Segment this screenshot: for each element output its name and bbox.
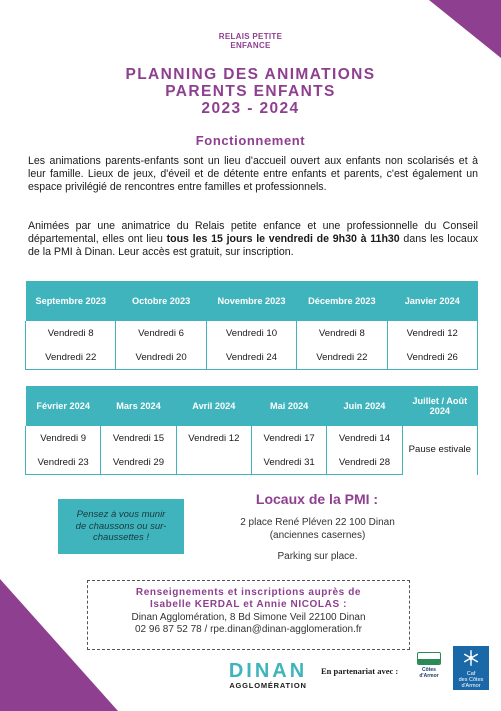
month-header: Avril 2024 <box>176 386 251 426</box>
schedule-text-before: Animées par une animatrice du Relais petite enfance et une professionnelle du Conseil départemental, elles ont lieu <box>28 220 478 246</box>
month-header: Juin 2024 <box>327 386 402 426</box>
dinan-agglomeration-logo <box>213 661 323 690</box>
cda-line-1: Côtes <box>422 667 436 673</box>
date-cell: Vendredi 22 <box>26 345 116 370</box>
date-cell: Vendredi 10 <box>206 321 296 345</box>
date-cell: Vendredi 15 <box>101 426 176 450</box>
intro-paragraph: Les animations parents-enfants sont un lieu d'accueil ouvert aux enfants non scolarisés et à leur famille. Lieux de jeux, d'éveil et de détente entre enfants et parents, c'est également un espace privilégié de rencontres entre familles et professionnels. <box>28 155 478 194</box>
date-cell: Vendredi 17 <box>251 426 326 450</box>
schedule-text-after: dans les locaux de la PMI à Dinan. Leur accès est gratuit, sur inscription. <box>28 233 479 259</box>
caf-sub: des Côtes d'Armor <box>458 677 484 689</box>
date-cell: Vendredi 22 <box>297 345 387 370</box>
date-cell: Vendredi 6 <box>116 321 206 345</box>
dinan-brand-sub: AGGLOMÉRATION <box>229 681 307 690</box>
logo-line-2: ENFANCE <box>230 41 271 50</box>
page-title <box>0 66 501 117</box>
date-cell: Vendredi 12 <box>387 321 477 345</box>
caf-snowflake-icon <box>462 649 480 667</box>
date-cell: Vendredi 31 <box>251 450 326 475</box>
tip-line-1: Pensez à vous munir <box>76 509 166 521</box>
summer-break-cell: Pause estivale <box>402 426 477 475</box>
date-cell: Vendredi 8 <box>26 321 116 345</box>
contact-box <box>87 580 410 650</box>
date-cell: Vendredi 14 <box>327 426 402 450</box>
section-heading-fonctionnement: Fonctionnement <box>195 133 306 148</box>
schedule-paragraph <box>28 220 478 260</box>
month-header: Novembre 2023 <box>206 281 296 321</box>
tip-line-2: de chaussons ou sur- <box>75 520 167 532</box>
month-header: Mai 2024 <box>251 386 326 426</box>
month-header: Février 2024 <box>26 386 101 426</box>
date-cell: Vendredi 28 <box>327 450 402 475</box>
contact-phone-email: 02 96 87 52 78 / rpe.dinan@dinan-agglomeration.fr <box>135 623 362 635</box>
caf-name: Caf <box>466 671 476 677</box>
table-row <box>26 321 478 345</box>
cda-line-2: d'Armor <box>419 673 439 679</box>
cotes-darmor-mark-icon <box>417 652 441 665</box>
month-header: Mars 2024 <box>101 386 176 426</box>
caf-logo <box>453 646 489 690</box>
table-row <box>26 426 478 450</box>
locaux-heading: Locaux de la PMI : <box>255 491 379 507</box>
title-line-3: 2023 - 2024 <box>201 100 300 117</box>
relais-petite-enfance-logo <box>0 32 501 50</box>
cotes-darmor-logo <box>414 652 444 679</box>
contact-heading-2: Isabelle KERDAL et Annie NICOLAS : <box>149 599 348 611</box>
date-cell: Vendredi 23 <box>26 450 101 475</box>
date-cell: Vendredi 9 <box>26 426 101 450</box>
locaux-parking: Parking sur place. <box>277 551 358 562</box>
date-cell <box>176 450 251 475</box>
month-header: Septembre 2023 <box>26 281 116 321</box>
date-cell: Vendredi 20 <box>116 345 206 370</box>
month-header: Janvier 2024 <box>387 281 477 321</box>
dinan-brand: DINAN <box>228 660 308 682</box>
tip-line-3: chaussettes ! <box>93 532 149 544</box>
table-row <box>26 345 478 370</box>
contact-heading-1: Renseignements et inscriptions auprès de <box>135 587 362 598</box>
date-cell: Vendredi 8 <box>297 321 387 345</box>
locaux-note: (anciennes casernes) <box>269 530 366 541</box>
title-line-1: PLANNING DES ANIMATIONS <box>125 66 376 83</box>
title-line-2: PARENTS ENFANTS <box>165 83 336 100</box>
logo-line-1: RELAIS PETITE <box>218 32 283 41</box>
month-header: Juillet / Août 2024 <box>402 386 477 426</box>
date-cell: Vendredi 26 <box>387 345 477 370</box>
month-header: Octobre 2023 <box>116 281 206 321</box>
calendar-table-spring <box>25 386 478 475</box>
schedule-text-bold: tous les 15 jours le vendredi de 9h30 à 11h30 <box>166 233 400 246</box>
month-header: Décembre 2023 <box>297 281 387 321</box>
partner-label: En partenariat avec : <box>321 666 399 676</box>
locaux-address: 2 place René Pléven 22 100 Dinan <box>240 517 395 528</box>
date-cell: Vendredi 24 <box>206 345 296 370</box>
calendar-table-autumn <box>25 281 478 370</box>
date-cell: Vendredi 29 <box>101 450 176 475</box>
date-cell: Vendredi 12 <box>176 426 251 450</box>
slippers-reminder-box <box>58 499 184 554</box>
contact-address: Dinan Agglomération, 8 Bd Simone Veil 22100 Dinan <box>131 611 366 623</box>
